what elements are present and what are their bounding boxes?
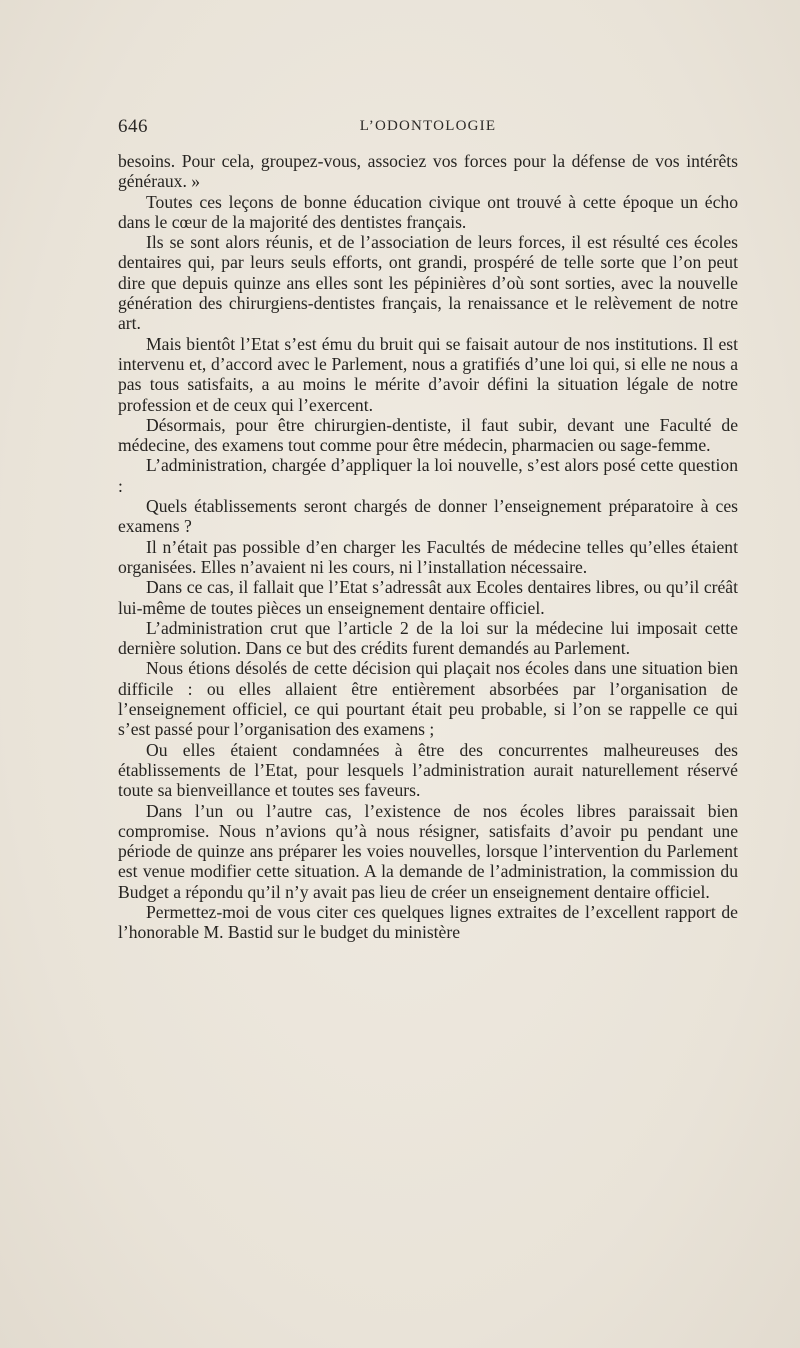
paragraph: Mais bientôt l’Etat s’est ému du bruit qui se faisait autour de nos institutions. Il est intervenu et, d’accord avec le Parlement, nous a gratifiés d’une loi qui, si elle ne nous a pas tous satisfaits, a au moins le mérite d’avoir défini la situation légale de notre profession et de ceux qui l’exercent. bbox=[118, 333, 738, 415]
paragraph: Ils se sont alors réunis, et de l’association de leurs forces, il est résulté ces écoles dentaires qui, par leurs seuls efforts, ont grandi, prospéré de telle sorte que l’on peut dire que depuis quinze ans elles sont les pépinières d’où sont sorties, avec la nouvelle génération des chirurgiens-dentistes français, la renaissance et le relèvement de notre art. bbox=[118, 232, 738, 334]
paragraph-continuation: besoins. Pour cela, groupez-vous, associez vos forces pour la défense de vos intérêts généraux. » bbox=[118, 151, 738, 192]
paragraph: Quels établissements seront chargés de donner l’enseignement préparatoire à ces examens ? bbox=[118, 496, 738, 537]
paragraph: Il n’était pas possible d’en charger les Facultés de médecine telles qu’elles étaient organisées. Elles n’avaient ni les cours, ni l’installation nécessaire. bbox=[118, 536, 738, 577]
paragraph: L’administration crut que l’article 2 de la loi sur la médecine lui imposait cette dernière solution. Dans ce but des crédits furent demandés au Parlement. bbox=[118, 617, 738, 659]
paragraph: Permettez-moi de vous citer ces quelques lignes extraites de l’excellent rapport de l’honorable M. Bastid sur le budget du ministère bbox=[118, 901, 738, 943]
paragraph: Dans ce cas, il fallait que l’Etat s’adressât aux Ecoles dentaires libres, ou qu’il créât lui-même de toutes pièces un enseignement dentaire officiel. bbox=[118, 577, 738, 618]
page-header bbox=[118, 116, 738, 140]
paragraph: L’administration, chargée d’appliquer la loi nouvelle, s’est alors posé cette question : bbox=[118, 455, 738, 496]
paragraph: Toutes ces leçons de bonne éducation civique ont trouvé à cette époque un écho dans le cœur de la majorité des dentistes français. bbox=[118, 191, 738, 232]
paragraph: Nous étions désolés de cette décision qui plaçait nos écoles dans une situation bien difficile : ou elles allaient être entièrement absorbées par l’organisation de l’enseignement officiel, ce qui pourtant était peu probable, si l’on se rappelle ce qui s’est passé pour l’organisation des examens ; bbox=[118, 658, 738, 740]
paragraph: Dans l’un ou l’autre cas, l’existence de nos écoles libres paraissait bien compromise. Nous n’avions qu’à nous résigner, satisfaits d’avoir pu pendant une période de quinze ans préparer les voies nouvelles, lorsque l’intervention du Parlement est venue modifier cette situation. A la demande de l’administration, la commission du Budget a répondu qu’il n’y avait pas lieu de créer un enseignement dentaire officiel. bbox=[118, 800, 738, 902]
body-text bbox=[118, 151, 738, 943]
page-number: 646 bbox=[118, 116, 148, 137]
running-title: L’ODONTOLOGIE bbox=[359, 118, 497, 134]
paragraph: Ou elles étaient condamnées à être des concurrentes malheureuses des établissements de l’Etat, pour lesquels l’administration aurait naturellement réservé toute sa bienveillance et toutes ses faveurs. bbox=[118, 739, 738, 801]
paragraph: Désormais, pour être chirurgien-dentiste, il faut subir, devant une Faculté de médecine, des examens tout comme pour être médecin, pharmacien ou sage-femme. bbox=[118, 414, 738, 456]
